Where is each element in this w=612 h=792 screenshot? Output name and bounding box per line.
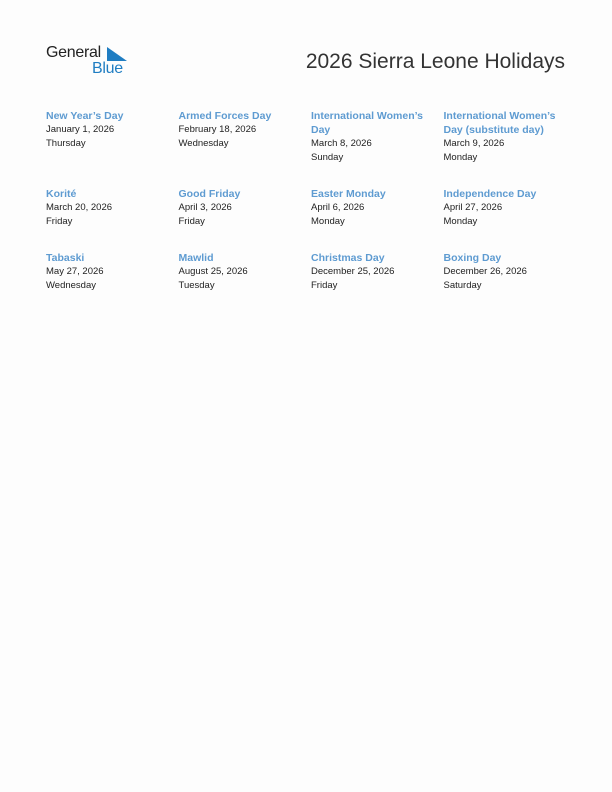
holiday-item <box>311 251 444 293</box>
holiday-name: Korité <box>46 188 77 200</box>
holiday-item <box>179 187 312 229</box>
logo-word-general: General <box>46 44 101 61</box>
holiday-weekday: Thursday <box>46 138 86 149</box>
holiday-weekday: Saturday <box>443 280 482 291</box>
holiday-name: Boxing Day <box>443 252 502 264</box>
holiday-date: March 8, 2026 <box>311 138 372 149</box>
holiday-item <box>46 251 179 293</box>
holiday-date: March 20, 2026 <box>46 202 113 213</box>
holiday-row <box>46 251 576 293</box>
page-title: 2026 Sierra Leone Holidays <box>305 50 565 73</box>
holiday-name: Mawlid <box>178 252 214 264</box>
holiday-weekday: Friday <box>311 280 338 291</box>
holiday-name: New Year’s Day <box>46 110 124 122</box>
holiday-date: December 25, 2026 <box>311 266 395 277</box>
holiday-date: April 27, 2026 <box>443 202 503 213</box>
logo <box>46 44 136 80</box>
holiday-name: Easter Monday <box>311 188 386 200</box>
holiday-name: Good Friday <box>178 188 241 200</box>
holiday-item <box>179 109 312 165</box>
holiday-item <box>46 109 179 165</box>
holiday-weekday: Wednesday <box>46 280 96 291</box>
holiday-item <box>311 109 444 165</box>
holiday-row <box>46 109 576 165</box>
holiday-weekday: Friday <box>178 216 205 227</box>
holiday-weekday: Monday <box>443 216 478 227</box>
logo-triangle-icon <box>107 47 127 61</box>
holiday-weekday: Sunday <box>311 152 344 163</box>
holiday-weekday: Monday <box>311 216 345 227</box>
holiday-date: January 1, 2026 <box>46 124 115 135</box>
holiday-item <box>46 187 179 229</box>
holiday-weekday: Monday <box>443 152 478 163</box>
holiday-name: International Women’s Day (substitute day) <box>443 110 556 136</box>
holiday-weekday: Friday <box>46 216 73 227</box>
holiday-date: March 9, 2026 <box>443 138 505 149</box>
holiday-weekday: Wednesday <box>178 138 229 149</box>
holiday-item <box>444 109 577 165</box>
holiday-name: Independence Day <box>443 188 537 200</box>
holiday-date: April 3, 2026 <box>178 202 232 213</box>
holiday-name: Armed Forces Day <box>178 110 272 122</box>
holiday-date: December 26, 2026 <box>443 266 527 277</box>
holiday-name: Tabaski <box>46 252 85 264</box>
holiday-item <box>444 187 577 229</box>
logo-word-blue: Blue <box>92 60 123 77</box>
holiday-name: Christmas Day <box>311 252 385 264</box>
holiday-item <box>444 251 577 293</box>
holiday-date: May 27, 2026 <box>46 266 104 277</box>
holiday-date: August 25, 2026 <box>178 266 248 277</box>
holiday-item <box>179 251 312 293</box>
holiday-row <box>46 187 576 229</box>
holiday-weekday: Tuesday <box>178 280 215 291</box>
holiday-name: International Women’s Day <box>311 110 424 136</box>
holiday-item <box>311 187 444 229</box>
holiday-date: February 18, 2026 <box>178 124 257 135</box>
holiday-date: April 6, 2026 <box>311 202 365 213</box>
holiday-grid <box>46 109 576 315</box>
